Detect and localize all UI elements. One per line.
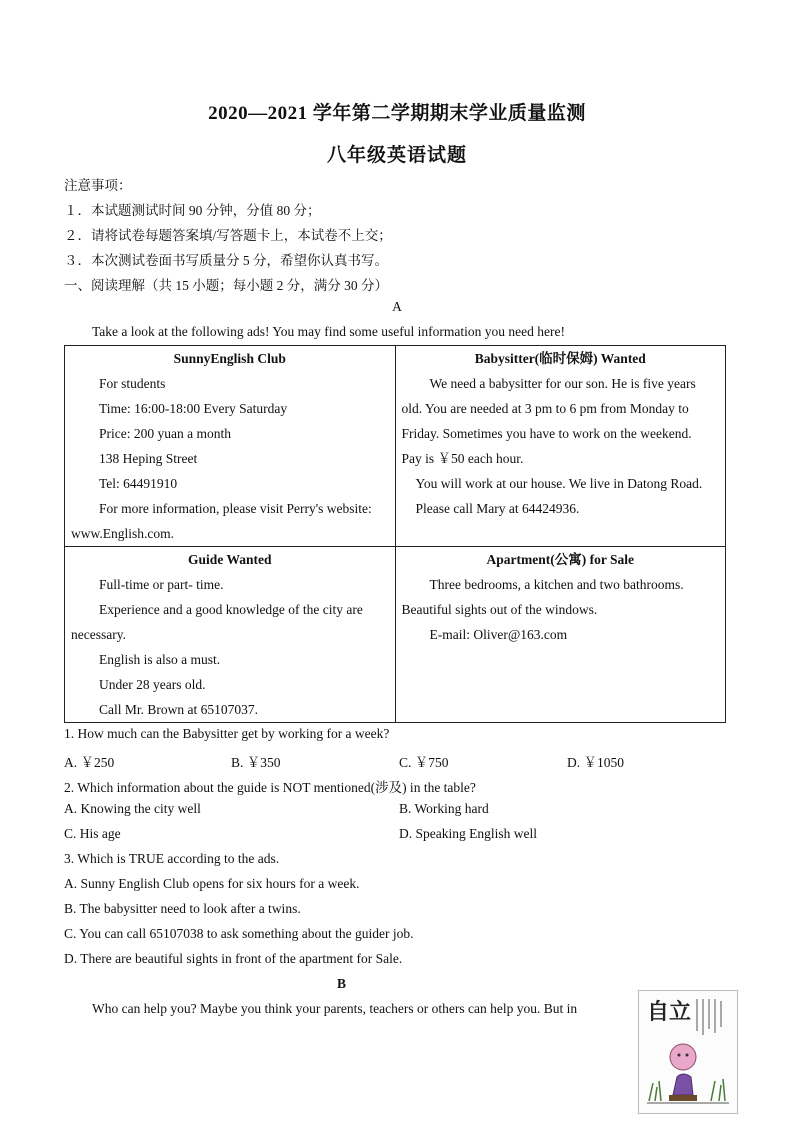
note-item: ３．本次测试卷面书写质量分 5 分，希望你认真书写。 [64,253,388,268]
answer-option: C. ￥750 [399,755,449,770]
answer-option: C. His age [64,826,121,841]
question-stem: 1. How much can the Babysitter get by working for a week? [64,726,390,741]
ad-line: For more information, please visit Perry's website: [99,501,372,516]
ad-title: Apartment(公寓) for Sale [486,552,634,567]
ad-line: Price: 200 yuan a month [99,426,231,441]
ad-line: Please call Mary at 64424936. [415,501,580,516]
passage-label: B [337,976,347,991]
ad-line: necessary. [71,627,126,642]
exam-title: 2020—2021 学年第二学期期末学业质量监测 [208,103,586,124]
section-heading: 一、阅读理解（共 15 小题；每小题 2 分，满分 30 分） [64,278,388,293]
calligraphy-title: 自立 [647,999,692,1025]
ad-cell-apartment [395,547,726,723]
ad-cell-babysitter [395,346,726,547]
ad-line: Time: 16:00-18:00 Every Saturday [99,401,288,416]
ad-cell-club [65,346,396,547]
ad-line: You will work at our house. We live in Datong Road. [415,476,703,491]
answer-option: B. Working hard [399,801,489,816]
ad-line: Under 28 years old. [99,677,206,692]
ad-line: Call Mr. Brown at 65107037. [99,702,258,717]
exam-subtitle: 八年级英语试题 [326,145,467,166]
answer-option: B. ￥350 [231,755,281,770]
ad-line: Tel: 64491910 [99,476,178,491]
passage-intro: Take a look at the following ads! You may find some useful information you need here! [92,324,565,339]
note-item: ２．请将试卷每题答案填/写答题卡上，本试卷不上交； [64,228,392,243]
note-item: １．本试题测试时间 90 分钟，分值 80 分； [64,203,321,218]
ads-table [64,345,726,723]
ad-line: Three bedrooms, a kitchen and two bathrooms. [429,577,684,592]
ad-line: www.English.com. [71,526,174,541]
ad-line: Full-time or part- time. [99,577,224,592]
answer-option: D. There are beautiful sights in front of the apartment for Sale. [64,951,403,966]
notes-heading: 注意事项： [64,178,132,193]
question-stem: 3. Which is TRUE according to the ads. [64,851,280,866]
question-stem: 2. Which information about the guide is NOT mentioned(涉及) in the table? [64,780,476,795]
illustration-drawing [639,991,737,1113]
illustration-image [638,990,738,1114]
ad-line: 138 Heping Street [99,451,198,466]
ad-line: For students [99,376,166,391]
ad-title: Guide Wanted [188,552,272,567]
ad-title: SunnyEnglish Club [173,351,286,366]
answer-option: B. The babysitter need to look after a twins. [64,901,301,916]
passage-b-text: Who can help you? Maybe you think your parents, teachers or others can help you. But in [92,1001,578,1016]
ad-line: old. You are needed at 3 pm to 6 pm from Monday to [401,401,689,416]
ad-title: Babysitter(临时保姆) Wanted [474,351,646,366]
answer-option: A. Sunny English Club opens for six hours for a week. [64,876,360,891]
ad-line: Pay is ￥50 each hour. [401,451,524,466]
passage-label: A [392,299,402,314]
answer-option: C. You can call 65107038 to ask something about the guider job. [64,926,414,941]
ad-line: Beautiful sights out of the windows. [401,602,598,617]
answer-option: D. Speaking English well [399,826,537,841]
ad-line: E-mail: Oliver@163.com [429,627,568,642]
answer-option: A. ￥250 [64,755,115,770]
ad-cell-guide [65,547,396,723]
ad-line: Experience and a good knowledge of the city are [99,602,363,617]
ad-line: English is also a must. [99,652,221,667]
answer-option: D. ￥1050 [567,755,624,770]
ad-line: Friday. Sometimes you have to work on the weekend. [401,426,692,441]
ad-line: We need a babysitter for our son. He is five years [429,376,696,391]
answer-option: A. Knowing the city well [64,801,201,816]
